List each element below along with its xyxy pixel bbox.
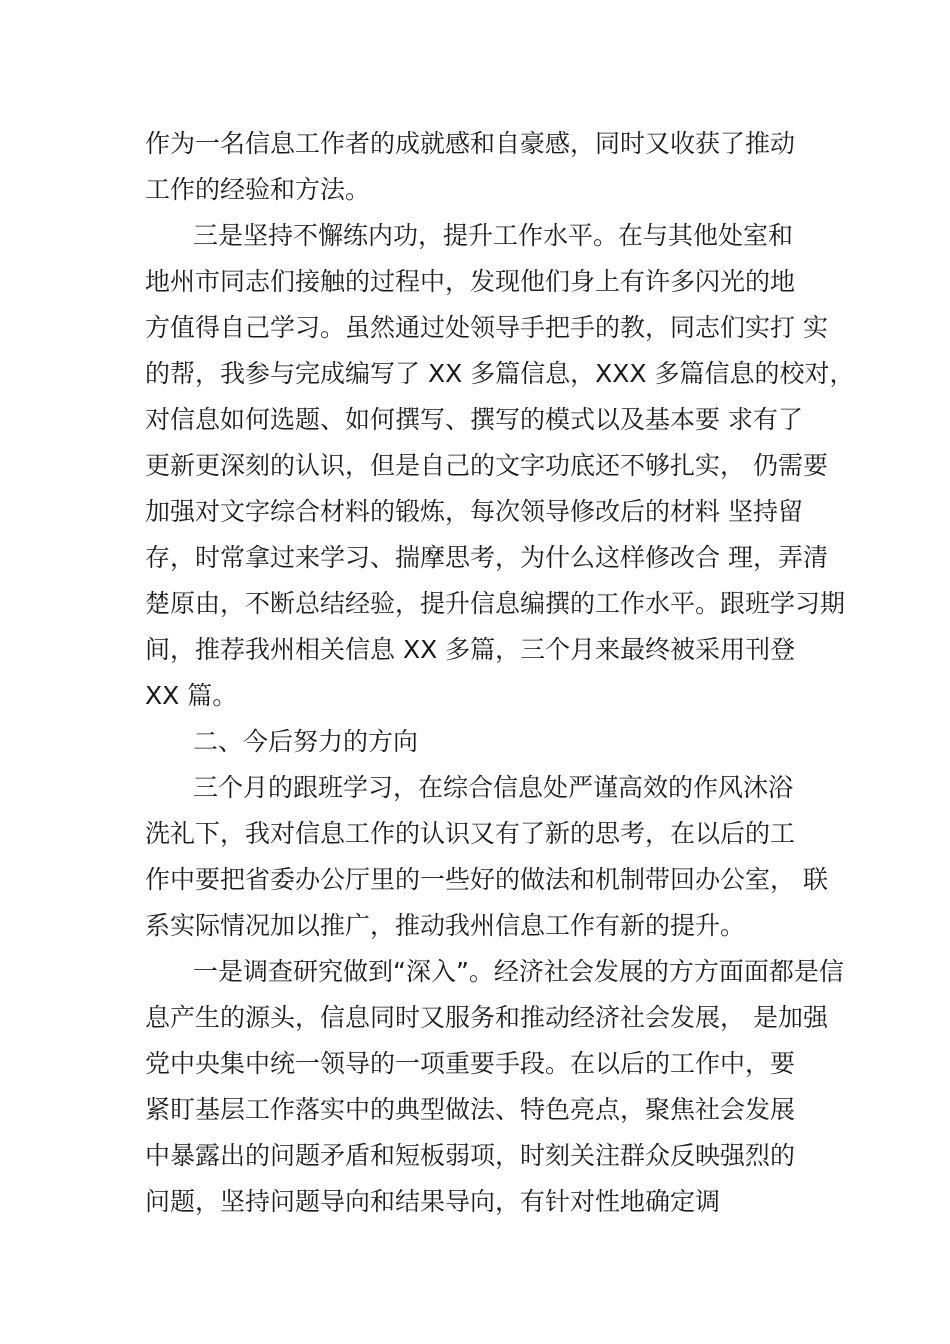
text-line: 工作的经验和方法。	[145, 175, 371, 204]
paragraph-start-line: 三是坚持不懈练内功，提升工作水平。在与其他处室和	[193, 221, 794, 250]
text-line: 紧盯基层工作落实中的典型做法、特色亮点，聚焦社会发展	[145, 1095, 796, 1124]
paragraph-start-line: 三个月的跟班学习，在综合信息处严谨高效的作风沐浴	[193, 773, 794, 802]
text-line: 洗礼下，我对信息工作的认识又有了新的思考，在以后的工	[145, 819, 796, 848]
text-line: 加强对文字综合材料的锻炼，每次领导修改后的材料 坚持留	[145, 497, 803, 526]
text-line: 对信息如何选题、如何撰写、撰写的模式以及基本要 求有了	[145, 405, 803, 434]
text-line: 存，时常拿过来学习、揣摩思考，为什么这样修改合 理，弄清	[145, 543, 828, 572]
text-line: 作中要把省委办公厅里的一些好的做法和机制带回办公室， 联	[145, 865, 828, 894]
text-line: 党中央集中统一领导的一项重要手段。在以后的工作中，要	[145, 1049, 796, 1078]
text-line: 息产生的源头，信息同时又服务和推动经济社会发展， 是加强	[145, 1003, 828, 1032]
text-line: 方值得自己学习。虽然通过处领导手把手的教，同志们实打 实	[145, 313, 828, 342]
text-line: 楚原由，不断总结经验，提升信息编撰的工作水平。跟班学习期	[145, 589, 846, 618]
text-line: 作为一名信息工作者的成就感和自豪感，同时又收获了推动	[145, 129, 796, 158]
text-line: 间，推荐我州相关信息 XX 多篇，三个月来最终被采用刊登	[145, 635, 796, 664]
body-text	[145, 121, 865, 1225]
text-line: 更新更深刻的认识，但是自己的文字功底还不够扎实， 仍需要	[145, 451, 828, 480]
text-line: 的帮，我参与完成编写了 XX 多篇信息，XXX 多篇信息的校对，	[145, 359, 855, 388]
text-line: 问题，坚持问题导向和结果导向，有针对性地确定调	[145, 1187, 721, 1216]
text-line: XX 篇。	[145, 681, 238, 710]
section-heading: 二、今后努力的方向	[193, 727, 419, 756]
text-line: 中暴露出的问题矛盾和短板弱项，时刻关注群众反映强烈的	[145, 1141, 796, 1170]
text-line: 系实际情况加以推广，推动我州信息工作有新的提升。	[145, 911, 746, 940]
text-line: 地州市同志们接触的过程中，发现他们身上有许多闪光的地	[145, 267, 796, 296]
paragraph-start-line: 一是调查研究做到“深入”。经济社会发展的方方面面都是信	[193, 957, 844, 986]
